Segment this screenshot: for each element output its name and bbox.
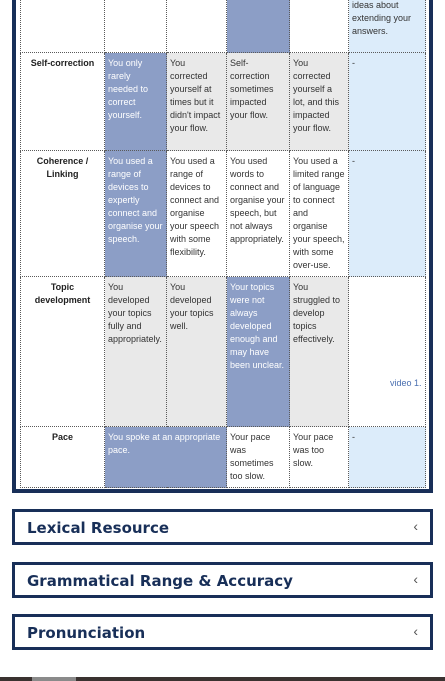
accordion-title: Grammatical Range & Accuracy <box>27 572 293 590</box>
row-label: Topic development <box>21 277 105 427</box>
band-cell: Self-correction sometimes impacted your flow. <box>227 53 290 151</box>
band-cell: Your pace was too slow. <box>290 427 349 488</box>
band-cell-selected: You spoke at an appropriate pace. <box>105 427 227 488</box>
feedback-rubric-panel <box>12 0 433 493</box>
band-cell <box>290 0 349 53</box>
band-cell <box>167 0 227 53</box>
table-row <box>21 0 426 53</box>
feedback-note: - <box>349 53 426 151</box>
taskbar-strip <box>0 677 445 681</box>
chevron-left-icon: ‹ <box>413 571 418 587</box>
band-cell-selected: You used a range of devices to expertly connect and organise your speech. <box>105 151 167 277</box>
row-label: Coherence / Linking <box>21 151 105 277</box>
video-link[interactable]: video 1. <box>390 378 422 388</box>
chevron-left-icon: ‹ <box>413 518 418 534</box>
row-label <box>21 0 105 53</box>
chevron-left-icon: ‹ <box>413 623 418 639</box>
feedback-note: - <box>349 151 426 277</box>
band-cell: You used a range of devices to connect and organise your speech with some flexibility. <box>167 151 227 277</box>
band-cell: Your pace was sometimes too slow. <box>227 427 290 488</box>
band-cell-selected <box>227 0 290 53</box>
table-row <box>21 277 426 427</box>
rubric-table <box>20 0 426 488</box>
accordion-title: Pronunciation <box>27 624 146 642</box>
band-cell <box>105 0 167 53</box>
accordion-lexical-resource[interactable] <box>12 509 433 545</box>
feedback-note: ideas about extending your answers. <box>349 0 426 53</box>
band-cell: You developed your topics well. <box>167 277 227 427</box>
band-cell: You used words to connect and organise your speech, but not always appropriately. <box>227 151 290 277</box>
table-row <box>21 53 426 151</box>
feedback-note <box>349 277 426 427</box>
table-row <box>21 151 426 277</box>
band-cell: You used a limited range of language to connect and organise your speech, with some over-use. <box>290 151 349 277</box>
accordion-grammatical-range[interactable] <box>12 562 433 598</box>
band-cell-selected: Your topics were not always developed enough and may have been unclear. <box>227 277 290 427</box>
accordion-title: Lexical Resource <box>27 519 170 537</box>
band-cell: You struggled to develop topics effectively. <box>290 277 349 427</box>
taskbar-segment <box>32 677 76 681</box>
accordion-pronunciation[interactable] <box>12 614 433 650</box>
table-row <box>21 427 426 488</box>
band-cell: You corrected yourself at times but it didn't impact your flow. <box>167 53 227 151</box>
band-cell-selected: You only rarely needed to correct yourself. <box>105 53 167 151</box>
row-label: Pace <box>21 427 105 488</box>
band-cell: You corrected yourself a lot, and this impacted your flow. <box>290 53 349 151</box>
row-label: Self-correction <box>21 53 105 151</box>
band-cell: You developed your topics fully and appropriately. <box>105 277 167 427</box>
feedback-note: - <box>349 427 426 488</box>
